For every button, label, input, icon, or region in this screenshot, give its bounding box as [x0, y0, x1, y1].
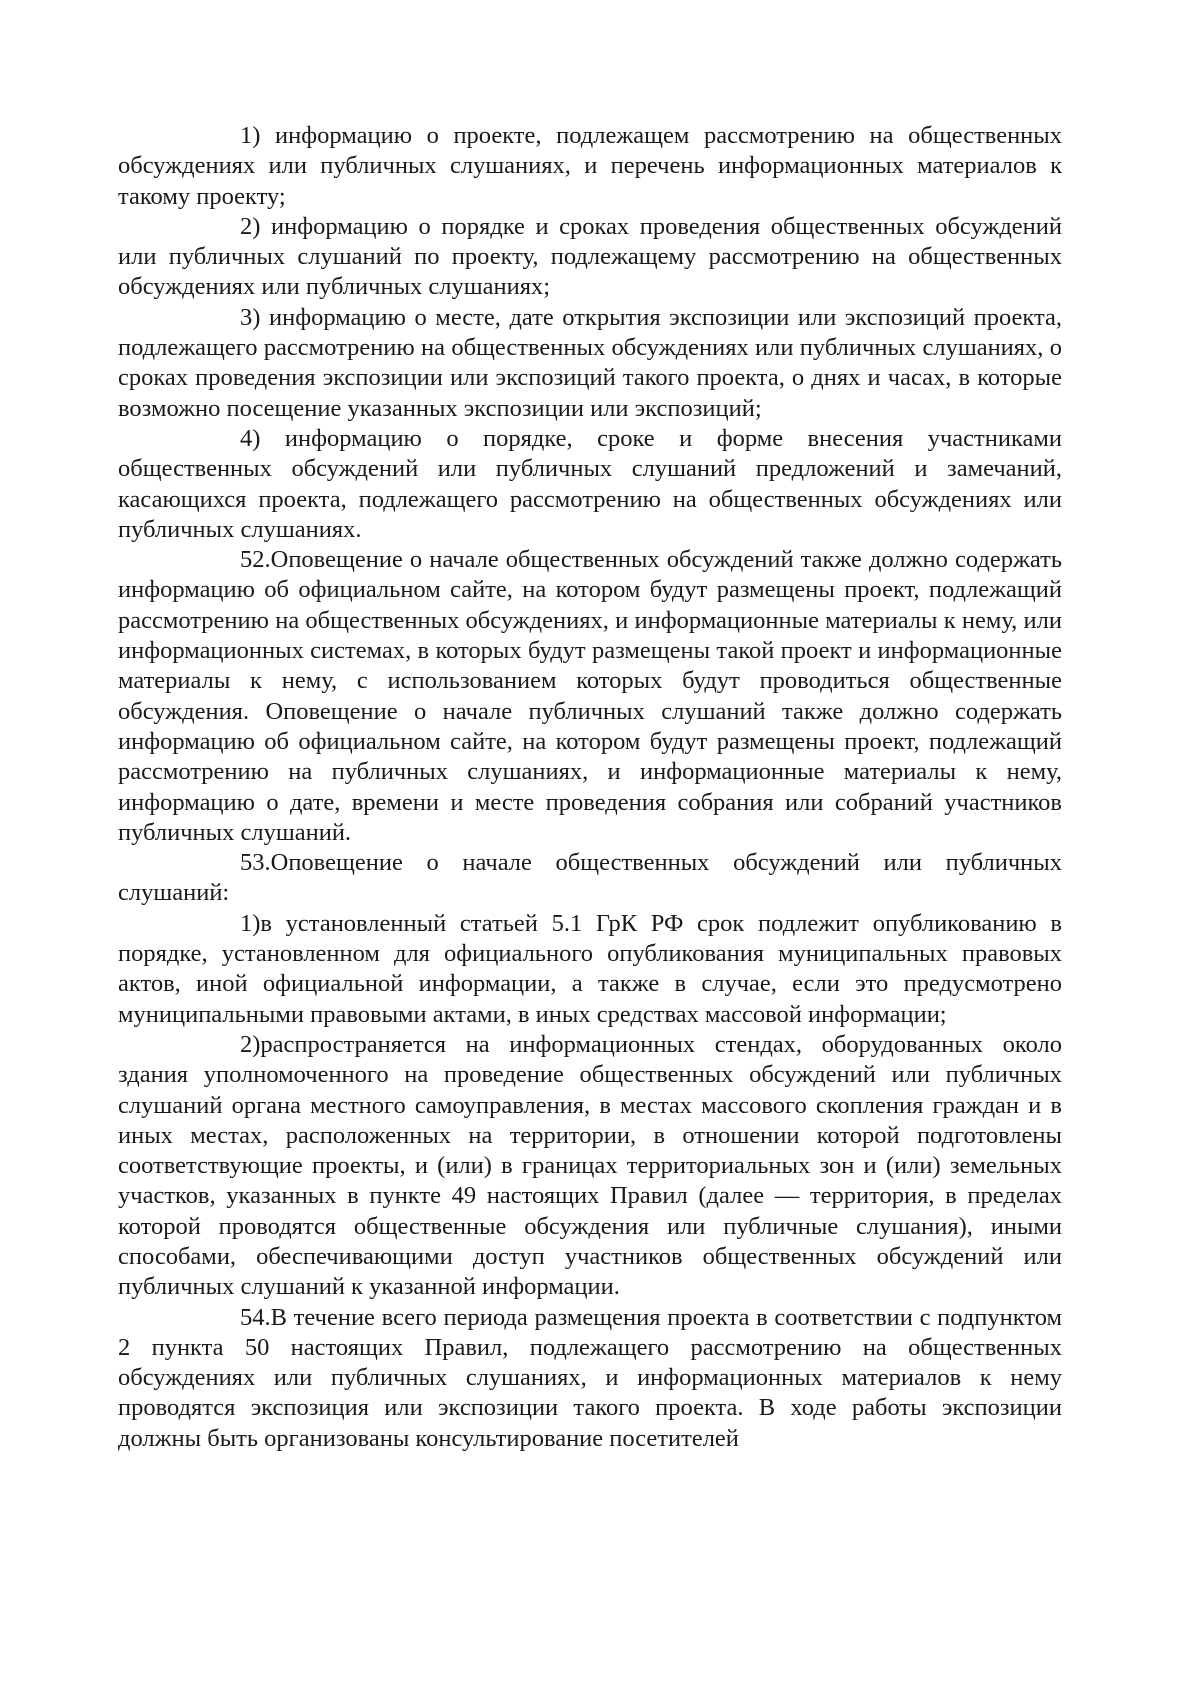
- clause-number: 53.: [240, 849, 271, 877]
- item-number: 2): [240, 212, 261, 240]
- paragraph-text: распространяется на информационных стендах, оборудованных около здания уполномоченного на проведение общественных обсуждений или публичных слушаний органа местного самоуправления, в местах массового скопления граждан и в иных местах, расположенных на территории, в отношении которой подготовлены соответствующие проекты, и (или) в границах территориальных зон и (или) земельных участков, указанных в пункте 49 настоящих Правил (далее — территория, в пределах которой проводятся общественные обсуждения или публичные слушания), иными способами, обеспечивающими доступ участников общественных обсуждений или публичных слушаний к указанной информации.: [118, 1030, 1062, 1301]
- clause-number: 54.: [240, 1303, 271, 1331]
- paragraph-text: информацию о проекте, подлежащем рассмотрению на общественных обсуждениях или публичных слушаниях, и перечень информационных материалов к такому проекту;: [118, 122, 1063, 210]
- clause-53-subitem-2: [118, 1030, 1062, 1303]
- item-number: 2): [240, 1030, 261, 1058]
- clause-54: [118, 1303, 1062, 1454]
- clause-number: 52.: [240, 546, 271, 574]
- clause-52: [118, 545, 1062, 848]
- item-number: 4): [240, 424, 261, 452]
- subitem-1-info-project: [118, 121, 1062, 212]
- paragraph-text: Оповещение о начале общественных обсуждений или публичных слушаний:: [118, 849, 1062, 907]
- paragraph-text: В течение всего периода размещения проекта в соответствии с подпунктом 2 пункта 50 настоящих Правил, подлежащего рассмотрению на общественных обсуждениях или публичных слушаниях, и информационных материалов к нему проводятся экспозиция или экспозиции такого проекта. В ходе работы экспозиции должны быть организованы консультирование посетителей: [118, 1303, 1062, 1452]
- clause-53: [118, 848, 1062, 909]
- paragraph-text: Оповещение о начале общественных обсуждений также должно содержать информацию об официальном сайте, на котором будут размещены проект, подлежащий рассмотрению на общественных обсуждениях, и информационные материалы к нему, или информационных системах, в которых будут размещены такой проект и информационные материалы к нему, с использованием которых будут проводиться общественные обсуждения. Оповещение о начале публичных слушаний также должно содержать информацию об официальном сайте, на котором будут размещены проект, подлежащий рассмотрению на публичных слушаниях, и информационные материалы к нему, информацию о дате, времени и месте проведения собрания или собраний участников публичных слушаний.: [118, 546, 1062, 846]
- item-number: 1): [240, 909, 261, 937]
- subitem-2-info-procedure: [118, 212, 1062, 303]
- paragraph-text: информацию о порядке и сроках проведения общественных обсуждений или публичных слушаний по проекту, подлежащему рассмотрению на общественных обсуждениях или публичных слушаниях;: [118, 212, 1062, 301]
- subitem-3-info-exposition: [118, 303, 1062, 424]
- paragraph-text: в установленный статьей 5.1 ГрК РФ срок подлежит опубликованию в порядке, установленном для официального опубликования муниципальных правовых актов, иной официальной информации, а также в случае, если это предусмотрено муниципальными правовыми актами, в иных средствах массовой информации;: [118, 909, 1062, 1028]
- subitem-4-info-proposals: [118, 424, 1062, 545]
- item-number: 1): [240, 122, 261, 149]
- item-number: 3): [240, 303, 261, 331]
- paragraph-text: информацию о порядке, сроке и форме внесения участниками общественных обсуждений или публичных слушаний предложений и замечаний, касающихся проекта, подлежащего рассмотрению на общественных обсуждениях или публичных слушаниях.: [118, 424, 1062, 543]
- clause-53-subitem-1: [118, 909, 1062, 1030]
- paragraph-text: информацию о месте, дате открытия экспозиции или экспозиций проекта, подлежащего рассмотрению на общественных обсуждениях или публичных слушаниях, о сроках проведения экспозиции или экспозиций такого проекта, о днях и часах, в которые возможно посещение указанных экспозиции или экспозиций;: [118, 303, 1062, 422]
- document-page: [118, 121, 1062, 1454]
